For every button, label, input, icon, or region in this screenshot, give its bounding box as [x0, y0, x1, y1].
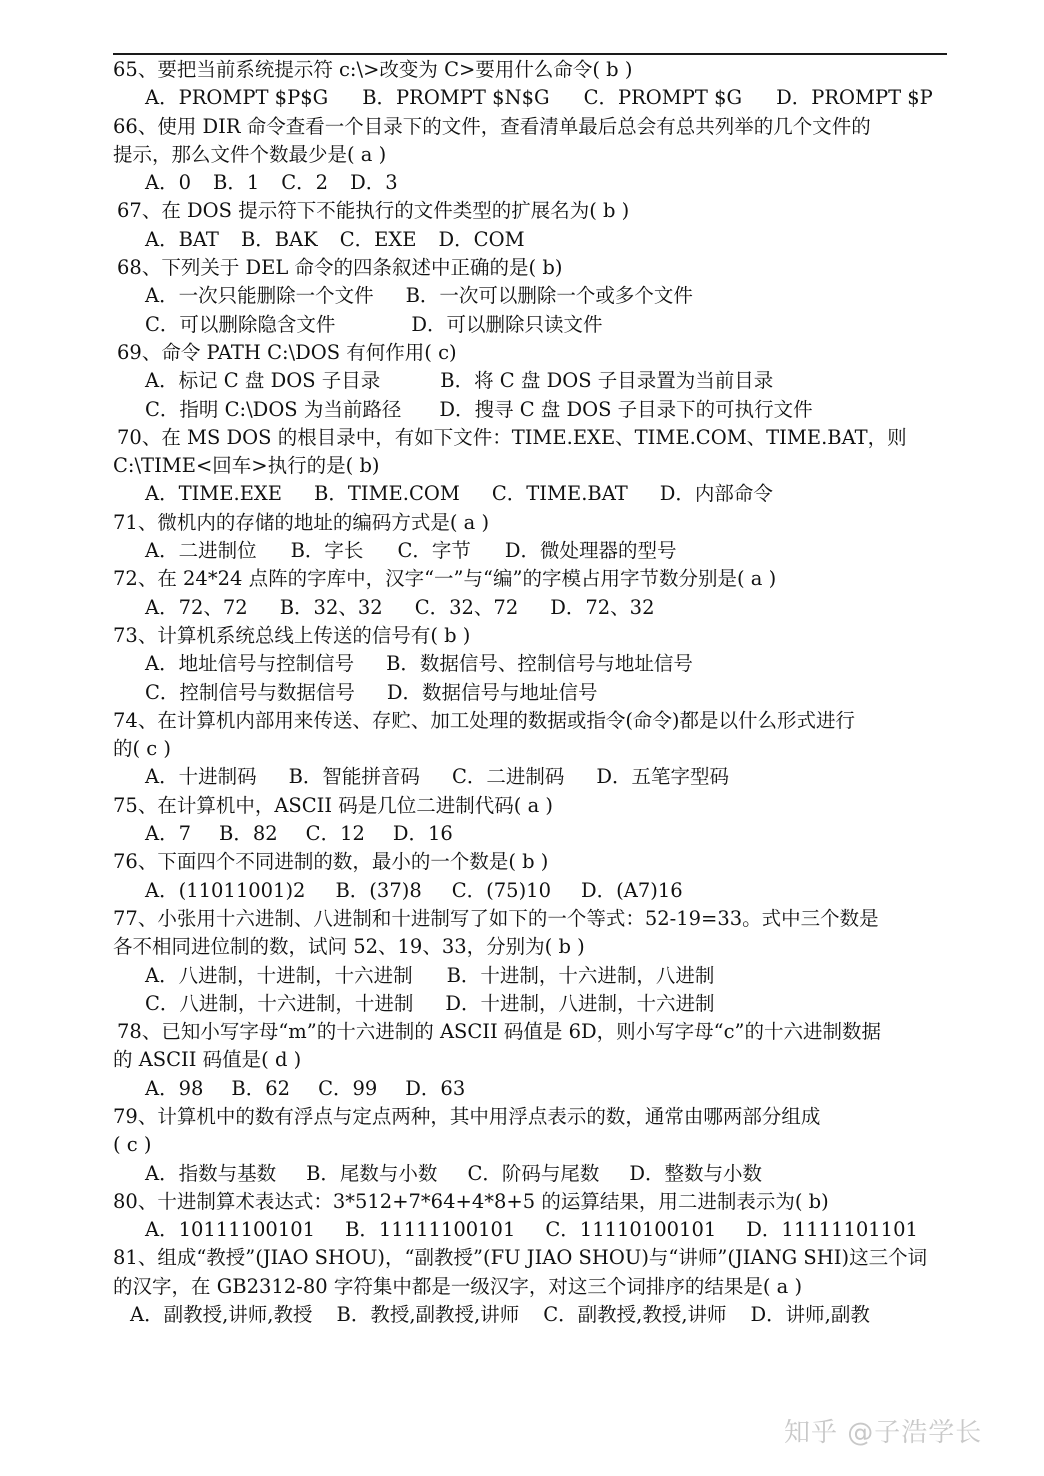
question-stem-line: 的( c ) — [113, 737, 172, 761]
answer-option: B．尾数与小数 — [306, 1161, 438, 1185]
answer-option: C．可以删除隐含文件 — [145, 312, 336, 336]
answer-option: C．99 — [318, 1076, 378, 1100]
question-stem-line: 81、组成“教授”(JIAO SHOU)，“副教授”(FU JIAO SHOU)与“讲师”(JIANG SHI)这三个词 — [113, 1246, 928, 1270]
option-row — [113, 1216, 943, 1244]
page-top-rule — [113, 53, 947, 55]
answer-option: C．八进制，十六进制，十进制 — [145, 991, 414, 1015]
answer-option: A．十进制码 — [145, 765, 257, 789]
answer-option: B．TIME.COM — [314, 482, 460, 506]
question-stem-line: 65、要把当前系统提示符 c:\>改变为 C>要用什么命令( b ) — [113, 58, 633, 81]
answer-option: C．2 — [281, 171, 329, 195]
answer-option: D．63 — [405, 1076, 466, 1100]
question-stem-line: 75、在计算机中，ASCII 码是几位二进制代码( a ) — [113, 793, 554, 817]
answer-option: C．(75)10 — [451, 878, 551, 902]
question-stem-line: 74、在计算机内部用来传送、存贮、加工处理的数据或指令(命令)都是以什么形式进行 — [113, 708, 856, 732]
answer-option: B．BAK — [240, 227, 318, 251]
answer-option: C．二进制码 — [451, 765, 565, 789]
question-stem-line: 78、已知小写字母“m”的十六进制的 ASCII 码值是 6D，则小写字母“c”的十六进制数据 — [117, 1020, 882, 1044]
answer-option: C．11110100101 — [545, 1218, 717, 1242]
answer-option: D．(A7)16 — [581, 878, 683, 902]
answer-option: A．标记 C 盘 DOS 子目录 — [145, 369, 381, 393]
answer-option: B．将 C 盘 DOS 子目录置为当前目录 — [440, 369, 774, 393]
answer-option: B．智能拼音码 — [288, 765, 420, 789]
question-stem-line: 提示，那么文件个数最少是( a ) — [113, 142, 387, 166]
answer-option: B．数据信号、控制信号与地址信号 — [386, 652, 693, 676]
option-row — [113, 877, 943, 905]
answer-option: A．98 — [145, 1076, 204, 1100]
answer-option: A．八进制，十进制，十六进制 — [145, 963, 413, 987]
answer-option: A．地址信号与控制信号 — [145, 652, 355, 676]
question-stem-line: 80、十进制算术表达式：3*512+7*64+4*8+5 的运算结果，用二进制表示为( b) — [113, 1189, 829, 1213]
answer-option: D．整数与小数 — [629, 1161, 762, 1185]
answer-option: D．11111101101 — [746, 1218, 918, 1242]
answer-option: C．阶码与尾数 — [467, 1161, 600, 1185]
answer-option: A．0 — [145, 171, 191, 195]
answer-option: D．内部命令 — [659, 482, 773, 506]
answer-option: B．1 — [213, 171, 260, 195]
answer-option: B．PROMPT $N$G — [362, 86, 550, 110]
question-stem-line: C:\TIME<回车>执行的是( b) — [113, 454, 380, 478]
answer-option: B．32、32 — [279, 595, 383, 619]
question-list — [113, 56, 943, 1329]
option-row — [113, 282, 943, 310]
answer-option: D．数据信号与地址信号 — [386, 680, 598, 704]
answer-option: D．72、32 — [550, 595, 655, 619]
option-row — [113, 226, 943, 254]
option-row — [113, 1160, 943, 1188]
option-row — [113, 367, 943, 395]
question-stem-line: 各不相同进位制的数，试问 52、19、33，分别为( b ) — [113, 935, 585, 959]
answer-option: D．讲师,副教 — [750, 1303, 870, 1327]
answer-option: C．指明 C:\DOS 为当前路径 — [145, 397, 402, 421]
answer-option: A．7 — [145, 822, 191, 846]
answer-option: A．(11011001)2 — [145, 878, 306, 902]
answer-option: D．搜寻 C 盘 DOS 子目录下的可执行文件 — [439, 397, 813, 421]
option-row — [113, 1301, 943, 1329]
option-row — [113, 480, 943, 508]
answer-option: C．32、72 — [414, 595, 519, 619]
question-stem-line: 71、微机内的存储的地址的编码方式是( a ) — [113, 510, 490, 534]
watermark: 知乎 @子浩学长 — [784, 1418, 983, 1448]
answer-option: B．82 — [219, 822, 278, 846]
answer-option: A．副教授,讲师,教授 — [130, 1303, 313, 1327]
option-row — [113, 990, 943, 1018]
question-stem-line: 79、计算机中的数有浮点与定点两种，其中用浮点表示的数，通常由哪两部分组成 — [113, 1104, 821, 1128]
option-row — [113, 763, 943, 791]
answer-option: B．字长 — [290, 539, 364, 563]
answer-option: A．指数与基数 — [145, 1161, 277, 1185]
answer-option: C．TIME.BAT — [491, 482, 628, 506]
option-row — [113, 820, 943, 848]
answer-option: D．五笔字型码 — [596, 765, 729, 789]
answer-option: A．10111100101 — [145, 1218, 316, 1242]
option-row — [113, 396, 943, 424]
answer-option: D．PROMPT $P — [776, 86, 933, 110]
option-row — [113, 962, 943, 990]
answer-option: C．控制信号与数据信号 — [145, 680, 355, 704]
answer-option: C．EXE — [339, 227, 417, 251]
option-row — [113, 537, 943, 565]
question-stem-line: 68、下列关于 DEL 命令的四条叙述中正确的是( b) — [117, 256, 563, 280]
answer-option: A．一次只能删除一个文件 — [145, 284, 374, 308]
answer-option: C．PROMPT $G — [583, 86, 743, 110]
question-stem-line: 76、下面四个不同进制的数，最小的一个数是( b ) — [113, 850, 549, 874]
answer-option: B．十进制，十六进制，八进制 — [446, 963, 715, 987]
option-row — [113, 84, 943, 112]
question-stem-line: 69、命令 PATH C:\DOS 有何作用( c) — [117, 340, 457, 364]
answer-option: D．3 — [350, 171, 398, 195]
question-stem-line: 72、在 24*24 点阵的字库中，汉字“一”与“编”的字模占用字节数分别是( a ) — [113, 567, 777, 591]
answer-option: C．字节 — [397, 539, 471, 563]
answer-option: A．TIME.EXE — [145, 482, 283, 506]
answer-option: B．教授,副教授,讲师 — [336, 1303, 520, 1327]
question-stem-line: 73、计算机系统总线上传送的信号有( b ) — [113, 623, 471, 647]
option-row — [113, 650, 943, 678]
answer-option: D．16 — [392, 822, 453, 846]
question-stem-line: 67、在 DOS 提示符下不能执行的文件类型的扩展名为( b ) — [117, 199, 630, 223]
question-stem-line: 70、在 MS DOS 的根目录中，有如下文件：TIME.EXE、TIME.COM、TIME.BAT，则 — [117, 425, 907, 449]
answer-option: A．72、72 — [145, 595, 248, 619]
answer-option: C．12 — [305, 822, 365, 846]
option-row — [113, 594, 943, 622]
question-stem-line: 的 ASCII 码值是( d ) — [113, 1048, 302, 1072]
answer-option: B．62 — [231, 1076, 291, 1100]
answer-option: B．(37)8 — [335, 878, 422, 902]
question-stem-line: 66、使用 DIR 命令查看一个目录下的文件，查看清单最后总会有总共列举的几个文件的 — [113, 114, 871, 138]
answer-option: B．11111100101 — [345, 1218, 516, 1242]
question-stem-line: ( c ) — [113, 1133, 152, 1157]
answer-option: A．BAT — [145, 227, 219, 251]
question-stem-line: 的汉字，在 GB2312-80 字符集中都是一级汉字，对这三个词排序的结果是( a ) — [113, 1274, 803, 1298]
answer-option: A．二进制位 — [145, 539, 257, 563]
answer-option: D．COM — [438, 227, 525, 251]
answer-option: A．PROMPT $P$G — [145, 86, 329, 110]
answer-option: D．微处理器的型号 — [504, 539, 677, 563]
option-row — [113, 679, 943, 707]
answer-option: D．可以删除只读文件 — [411, 312, 603, 336]
answer-option: B．一次可以删除一个或多个文件 — [405, 284, 693, 308]
answer-option: D．十进制，八进制，十六进制 — [445, 991, 715, 1015]
option-row — [113, 1075, 943, 1103]
answer-option: C．副教授,教授,讲师 — [543, 1303, 727, 1327]
option-row — [113, 169, 943, 197]
question-stem-line: 77、小张用十六进制、八进制和十进制写了如下的一个等式：52-19=33。式中三个数是 — [113, 906, 879, 930]
option-row — [113, 311, 943, 339]
